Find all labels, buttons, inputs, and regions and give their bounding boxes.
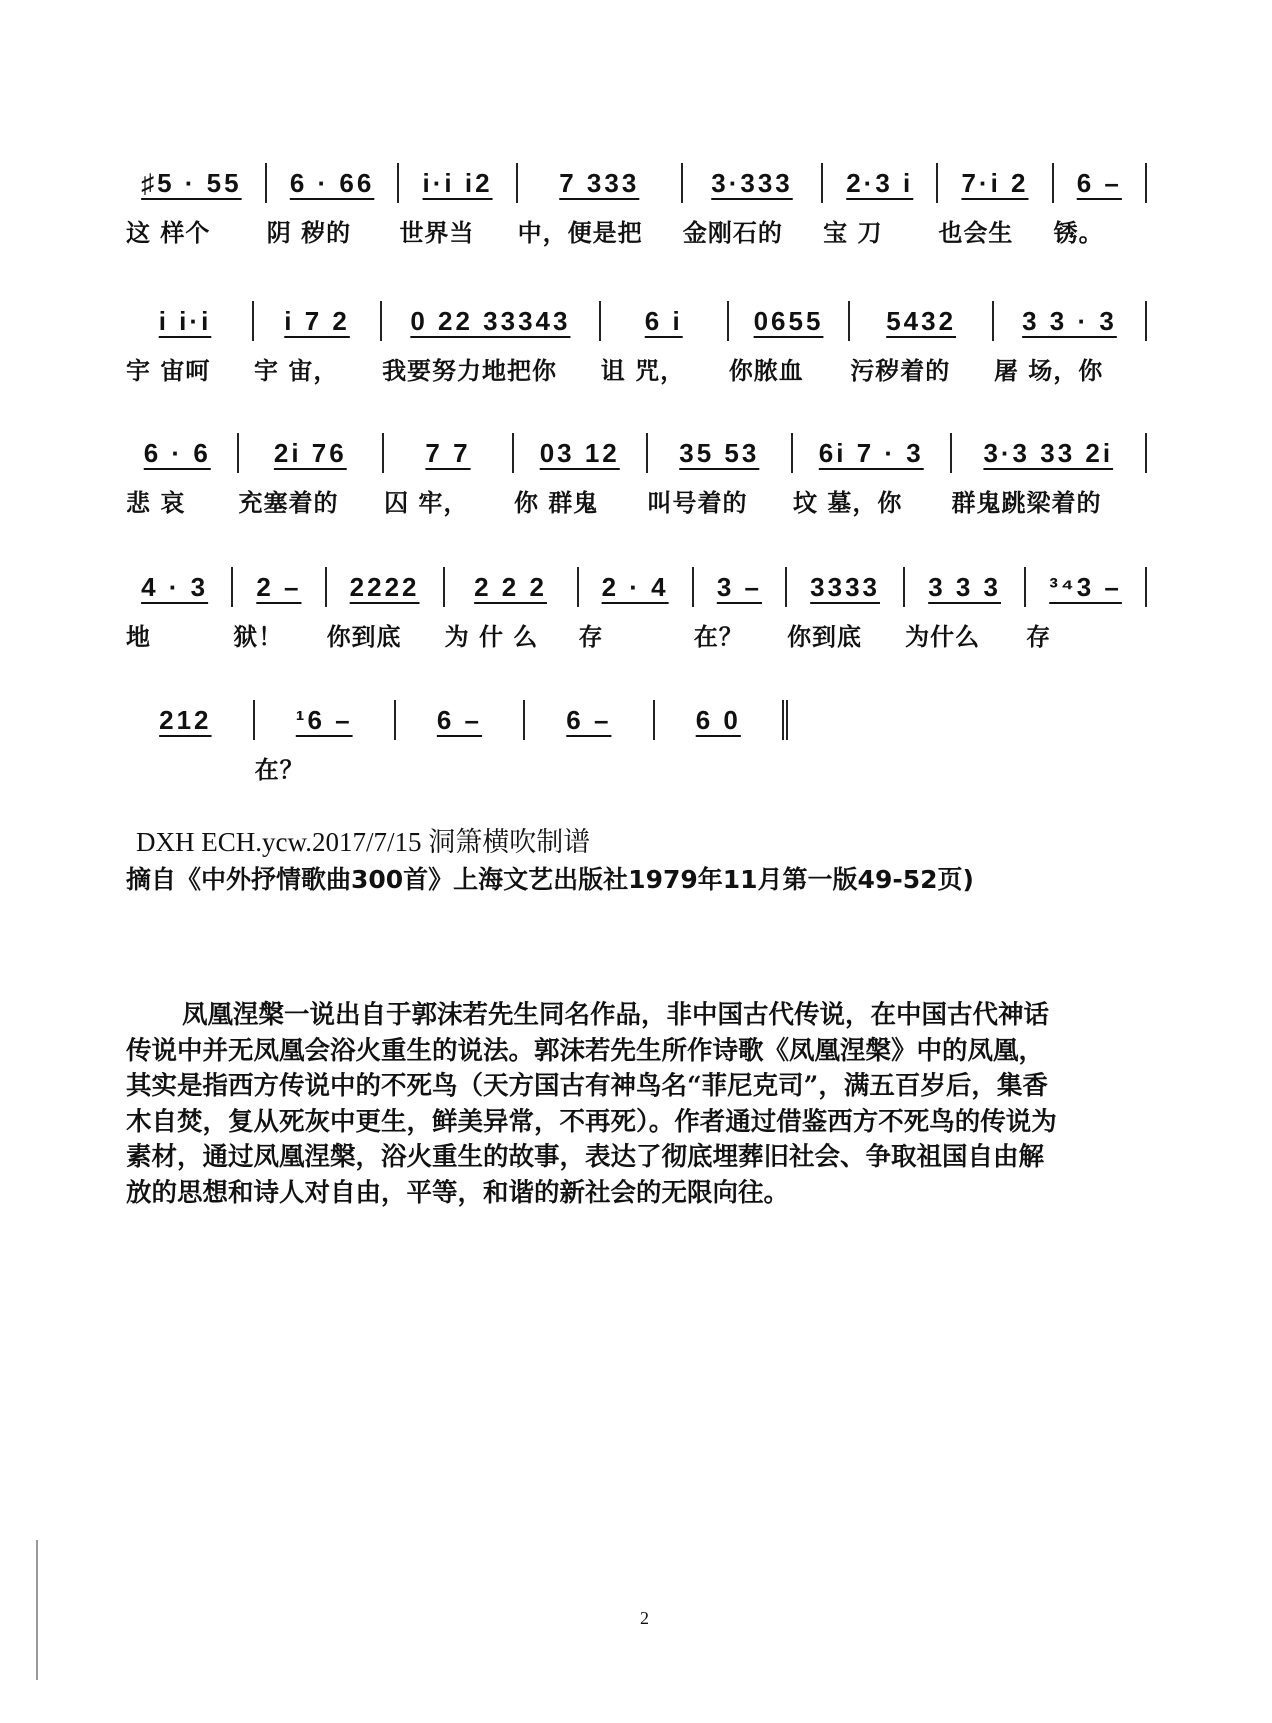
note-group: 0655 <box>753 305 824 336</box>
notation-row <box>126 301 1147 385</box>
paragraph-line: 传说中并无凤凰会浴火重生的说法。郭沫若先生所作诗歌《凤凰涅槃》中的凤凰， <box>126 1035 1045 1066</box>
page-number: 2 <box>640 1608 649 1628</box>
note-group: 3333 <box>810 571 880 602</box>
measure-notes <box>729 301 851 341</box>
measure-lyric: 锈。 <box>1053 219 1104 247</box>
measure <box>905 567 1026 651</box>
note-group: 2 2 2 <box>474 571 547 602</box>
note-group: 0 22 33343 <box>410 305 571 336</box>
measure-lyric: 为 什 么 <box>444 623 539 651</box>
measure <box>267 163 400 247</box>
measure-lyric: 在？ <box>254 756 305 784</box>
measure <box>525 700 654 784</box>
measure-notes <box>683 163 823 203</box>
note-group: 6i 7 · 3 <box>818 437 924 468</box>
transcriber-credit: DXH ECH.ycw.2017/7/15 洞箫横吹制谱 <box>136 827 591 857</box>
measure-notes <box>952 433 1148 473</box>
note-group: ¹6 – <box>295 704 353 735</box>
measure-notes <box>579 567 694 607</box>
note-group: i 7 2 <box>284 305 350 336</box>
measure-notes <box>648 433 794 473</box>
note-group: ♯5 · 55 <box>141 167 242 198</box>
commentary-paragraph <box>126 998 1166 1212</box>
measure-notes <box>525 700 654 740</box>
measure-lyric: 充塞着的 <box>238 489 339 517</box>
measure <box>655 700 788 784</box>
measure-lyric: 在？ <box>693 623 744 651</box>
measure <box>396 700 525 784</box>
measure-notes <box>1054 163 1147 203</box>
measure-lyric: 诅 咒， <box>600 357 686 385</box>
note-group: 4 · 3 <box>141 571 209 602</box>
measure-lyric: 宇 宙， <box>254 357 339 385</box>
note-group: 6 0 <box>695 704 741 735</box>
note-group: 2i 76 <box>273 437 347 468</box>
measure <box>514 433 648 517</box>
measure-notes <box>396 700 525 740</box>
measure <box>648 433 794 517</box>
note-group: 2 – <box>256 571 302 602</box>
measure-lyric: 地 <box>126 623 151 651</box>
measure <box>793 433 951 517</box>
measure-lyric: 中，便是把 <box>517 219 643 247</box>
source-citation: 摘自《中外抒情歌曲300首》上海文艺出版社1979年11月第一版49-52页) <box>126 865 974 894</box>
note-group: ³⁴3 – <box>1049 571 1122 602</box>
note-group: 6 – <box>1076 167 1122 198</box>
measure <box>255 700 396 784</box>
paragraph-line: 放的思想和诗人对自由，平等，和谐的新社会的无限向往。 <box>126 1177 790 1208</box>
note-group: 5432 <box>886 305 957 336</box>
measure <box>518 163 683 247</box>
measure <box>579 567 694 651</box>
measure-lyric: 也会生 <box>938 219 1014 247</box>
measure-lyric <box>396 750 525 784</box>
measure-notes <box>384 433 514 473</box>
measure-notes-final-barline <box>655 700 788 740</box>
measure-lyric: 金刚石的 <box>682 219 783 247</box>
measure-lyric <box>525 750 654 784</box>
measure <box>233 567 326 651</box>
measure-lyric: 存 <box>1026 623 1052 651</box>
measure <box>683 163 823 247</box>
paragraph-line: 其实是指西方传说中的不死鸟（天方国古有神鸟名“菲尼克司”，满五百岁后，集香 <box>126 1071 1048 1102</box>
measure-lyric: 狱！ <box>233 623 284 651</box>
note-group: 6 – <box>566 704 612 735</box>
measure-lyric: 囚 牢， <box>384 489 469 517</box>
note-group: 2·3 i <box>846 167 914 198</box>
measure-lyric: 坟 墓，你 <box>793 489 903 517</box>
measure-notes <box>267 163 400 203</box>
note-group: 3 3 · 3 <box>1022 305 1117 336</box>
note-group: 7 7 <box>425 437 471 468</box>
measure-lyric: 存 <box>578 623 604 651</box>
measure <box>729 301 851 385</box>
note-group: 3 3 3 <box>928 571 1002 602</box>
measure-notes <box>694 567 787 607</box>
measure-notes <box>823 163 938 203</box>
measure <box>239 433 385 517</box>
measure-notes <box>793 433 951 473</box>
notation-row <box>126 700 788 784</box>
measure <box>694 567 787 651</box>
measure-lyric <box>126 750 255 784</box>
notation-row <box>126 567 1147 651</box>
measure-lyric: 宇 宙呵 <box>126 357 211 385</box>
measure-lyric: 屠 场，你 <box>993 357 1104 385</box>
measure <box>126 301 254 385</box>
measure <box>445 567 579 651</box>
note-group: 2222 <box>349 571 420 602</box>
measure-notes <box>126 163 267 203</box>
measure-notes <box>327 567 445 607</box>
measure <box>938 163 1053 247</box>
measure-notes <box>514 433 648 473</box>
note-group: 2 · 4 <box>601 571 669 602</box>
measure-notes <box>255 700 396 740</box>
measure-notes <box>601 301 729 341</box>
paragraph-line: 凤凰涅槃一说出自于郭沫若先生同名作品，非中国古代传说，在中国古代神话 <box>182 1000 1050 1030</box>
measure-notes <box>938 163 1053 203</box>
note-group: 6 · 66 <box>289 167 375 198</box>
measure-notes <box>994 301 1147 341</box>
measure-lyric: 你 群鬼 <box>513 489 599 517</box>
measure <box>384 433 514 517</box>
measure <box>382 301 601 385</box>
note-group: 3·333 <box>711 167 793 198</box>
measure <box>126 567 233 651</box>
measure-lyric: 这 样个 <box>126 219 211 247</box>
measure-lyric: 群鬼跳梁着的 <box>951 489 1102 517</box>
measure-notes <box>233 567 326 607</box>
measure-lyric: 为什么 <box>905 623 981 651</box>
measure-lyric: 你到底 <box>326 623 402 651</box>
note-group: 35 53 <box>679 437 760 468</box>
measure-notes <box>126 301 254 341</box>
note-group: 6 – <box>436 704 483 735</box>
measure-notes <box>239 433 385 473</box>
measure-notes <box>126 700 255 740</box>
measure-notes <box>518 163 683 203</box>
measure-notes <box>126 567 233 607</box>
note-group: 7·i 2 <box>961 167 1029 198</box>
measure <box>126 700 255 784</box>
measure-notes <box>399 163 517 203</box>
measure <box>787 567 905 651</box>
measure-notes <box>254 301 382 341</box>
measure-lyric: 你脓血 <box>728 357 804 385</box>
measure <box>399 163 517 247</box>
measure-notes <box>445 567 579 607</box>
measure-lyric: 世界当 <box>399 219 475 247</box>
note-group: 7 333 <box>559 167 640 198</box>
measure-lyric: 宝 刀 <box>823 219 883 247</box>
measure <box>601 301 729 385</box>
measure-lyric <box>655 750 788 784</box>
measure-lyric: 叫号着的 <box>647 489 748 517</box>
measure-notes <box>905 567 1026 607</box>
measure <box>327 567 445 651</box>
scan-edge-line <box>36 1540 38 1680</box>
measure <box>126 163 267 247</box>
measure <box>1026 567 1147 651</box>
measure-lyric: 悲 哀 <box>126 489 186 517</box>
note-group: 03 12 <box>539 437 620 468</box>
measure <box>1054 163 1147 247</box>
note-group: 6 · 6 <box>143 437 211 468</box>
measure-notes <box>382 301 601 341</box>
measure <box>994 301 1147 385</box>
measure <box>823 163 938 247</box>
note-group: 3 – <box>716 571 762 602</box>
note-group: 212 <box>159 704 212 735</box>
notation-row <box>126 163 1147 247</box>
measure-notes <box>787 567 905 607</box>
note-group: 3·3 33 2i <box>983 437 1114 468</box>
paragraph-line: 木自焚，复从死灰中更生，鲜美异常，不再死）。作者通过借鉴西方不死鸟的传说为 <box>126 1106 1057 1137</box>
note-group: 6 i <box>644 305 683 336</box>
notation-row <box>126 433 1147 517</box>
measure-lyric: 你到底 <box>787 623 863 651</box>
measure-lyric: 污秽着的 <box>850 357 951 385</box>
measure-notes <box>850 301 994 341</box>
measure-notes <box>1026 567 1147 607</box>
paragraph-line: 素材，通过凤凰涅槃，浴火重生的故事，表达了彻底埋葬旧社会、争取祖国自由解 <box>126 1142 1045 1173</box>
measure <box>952 433 1148 517</box>
measure-lyric: 我要努力地把你 <box>382 357 558 385</box>
measure <box>126 433 239 517</box>
measure <box>850 301 994 385</box>
note-group: i i·i <box>158 305 212 336</box>
measure <box>254 301 382 385</box>
measure-lyric: 阴 秽的 <box>266 219 352 247</box>
note-group: i·i i2 <box>422 167 493 198</box>
measure-notes <box>126 433 239 473</box>
